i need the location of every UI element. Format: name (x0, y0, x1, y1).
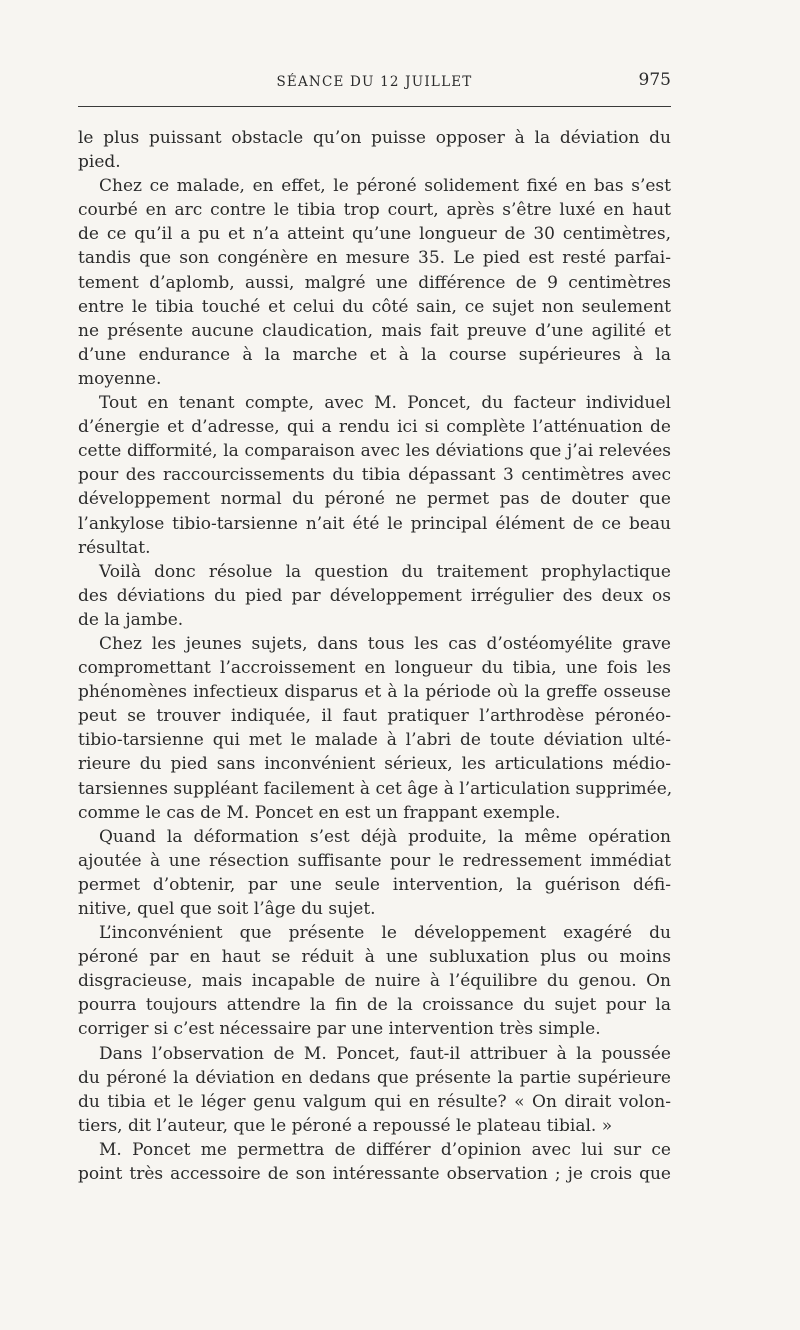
text-line: Dans l’observation de M. Poncet, faut-il attribuer à la poussée (99, 1043, 671, 1064)
text-line: Chez ce malade, en effet, le péroné solidement fixé en bas s’est (99, 176, 671, 197)
text-line: d’énergie et d’adresse, qui a rendu ici si complète l’atténuation de (78, 417, 671, 438)
page-header (78, 60, 671, 100)
text-line: du tibia et le léger genu valgum qui en résulte? « On dirait volon- (78, 1091, 671, 1112)
text-line: Voilà donc résolue la question du traitement prophylactique (99, 561, 671, 582)
text-line: entre le tibia touché et celui du côté sain, ce sujet non seulement (78, 296, 671, 317)
text-line: pour des raccourcissements du tibia dépassant 3 centimètres avec (78, 465, 671, 486)
text-line: tement d’aplomb, aussi, malgré une différence de 9 centimètres (78, 272, 671, 293)
paragraph (78, 391, 671, 560)
text-line: peut se trouver indiquée, il faut pratiquer l’arthrodèse péronéo- (78, 706, 671, 727)
paragraph (78, 632, 671, 825)
text-line: résultat. (78, 537, 151, 558)
text-line: développement normal du péroné ne permet pas de douter que (78, 489, 671, 510)
text-line: d’une endurance à la marche et à la course supérieures à la (78, 344, 671, 365)
text-line: corriger si c’est nécessaire par une intervention très simple. (78, 1019, 601, 1040)
text-line: Chez les jeunes sujets, dans tous les cas d’ostéomyélite grave (99, 633, 671, 654)
text-line: tarsiennes suppléant facilement à cet âge à l’articulation supprimée, (78, 778, 673, 799)
text-line: ne présente aucune claudication, mais fait preuve d’une agilité et (78, 320, 671, 341)
text-line: l’ankylose tibio-tarsienne n’ait été le principal élément de ce beau (78, 513, 671, 534)
text-line: pied. (78, 152, 121, 173)
text-line: Tout en tenant compte, avec M. Poncet, du facteur individuel (99, 393, 671, 414)
running-title: SÉANCE DU 12 JUILLET (276, 74, 473, 90)
text-line: comme le cas de M. Poncet en est un frappant exemple. (78, 802, 561, 823)
paragraph (78, 1138, 671, 1186)
text-line: M. Poncet me permettra de différer d’opinion avec lui sur ce (99, 1139, 671, 1160)
text-line: de ce qu’il a pu et n’a atteint qu’une longueur de 30 centimètres, (78, 224, 671, 245)
text-line: permet d’obtenir, par une seule intervention, la guérison défi- (78, 874, 671, 895)
text-line: L’inconvénient que présente le développement exagéré du (99, 923, 671, 944)
text-line: de la jambe. (78, 609, 184, 630)
text-line: courbé en arc contre le tibia trop court, après s’être luxé en haut (78, 200, 671, 221)
text-line: péroné par en haut se réduit à une subluxation plus ou moins (78, 947, 671, 968)
text-line: compromettant l’accroissement en longueur du tibia, une fois les (78, 658, 671, 679)
text-line: tandis que son congénère en mesure 35. Le pied est resté parfai- (78, 248, 671, 269)
paragraph (78, 825, 671, 921)
paragraph (78, 126, 671, 174)
body-text (78, 126, 671, 1186)
text-line: du péroné la déviation en dedans que présente la partie supérieure (78, 1067, 671, 1088)
text-line: disgracieuse, mais incapable de nuire à l’équilibre du genou. On (78, 971, 671, 992)
text-line: Quand la déformation s’est déjà produite, la même opération (99, 826, 671, 847)
text-line: ajoutée à une résection suffisante pour le redressement immédiat (78, 850, 671, 871)
paragraph (78, 560, 671, 632)
text-line: des déviations du pied par développement irrégulier des deux os (78, 585, 671, 606)
text-line: rieure du pied sans inconvénient sérieux, les articulations médio- (78, 754, 671, 775)
text-line: le plus puissant obstacle qu’on puisse opposer à la déviation du (78, 128, 671, 148)
paragraph (78, 174, 671, 391)
paragraph (78, 1042, 671, 1138)
paragraph (78, 921, 671, 1041)
text-line: phénomènes infectieux disparus et à la période où la greffe osseuse (78, 682, 671, 703)
text-line: pourra toujours attendre la fin de la croissance du sujet pour la (78, 995, 671, 1016)
header-rule (78, 106, 671, 107)
text-line: point très accessoire de son intéressante observation ; je crois que (78, 1164, 671, 1185)
text-line: nitive, quel que soit l’âge du sujet. (78, 899, 376, 919)
text-line: cette difformité, la comparaison avec les déviations que j’ai relevées (78, 441, 671, 462)
text-line: tibio-tarsienne qui met le malade à l’abri de toute déviation ulté- (78, 730, 671, 751)
page-number: 975 (638, 70, 671, 90)
text-line: moyenne. (78, 368, 162, 389)
text-line: tiers, dit l’auteur, que le péroné a repoussé le plateau tibial. » (78, 1115, 613, 1136)
